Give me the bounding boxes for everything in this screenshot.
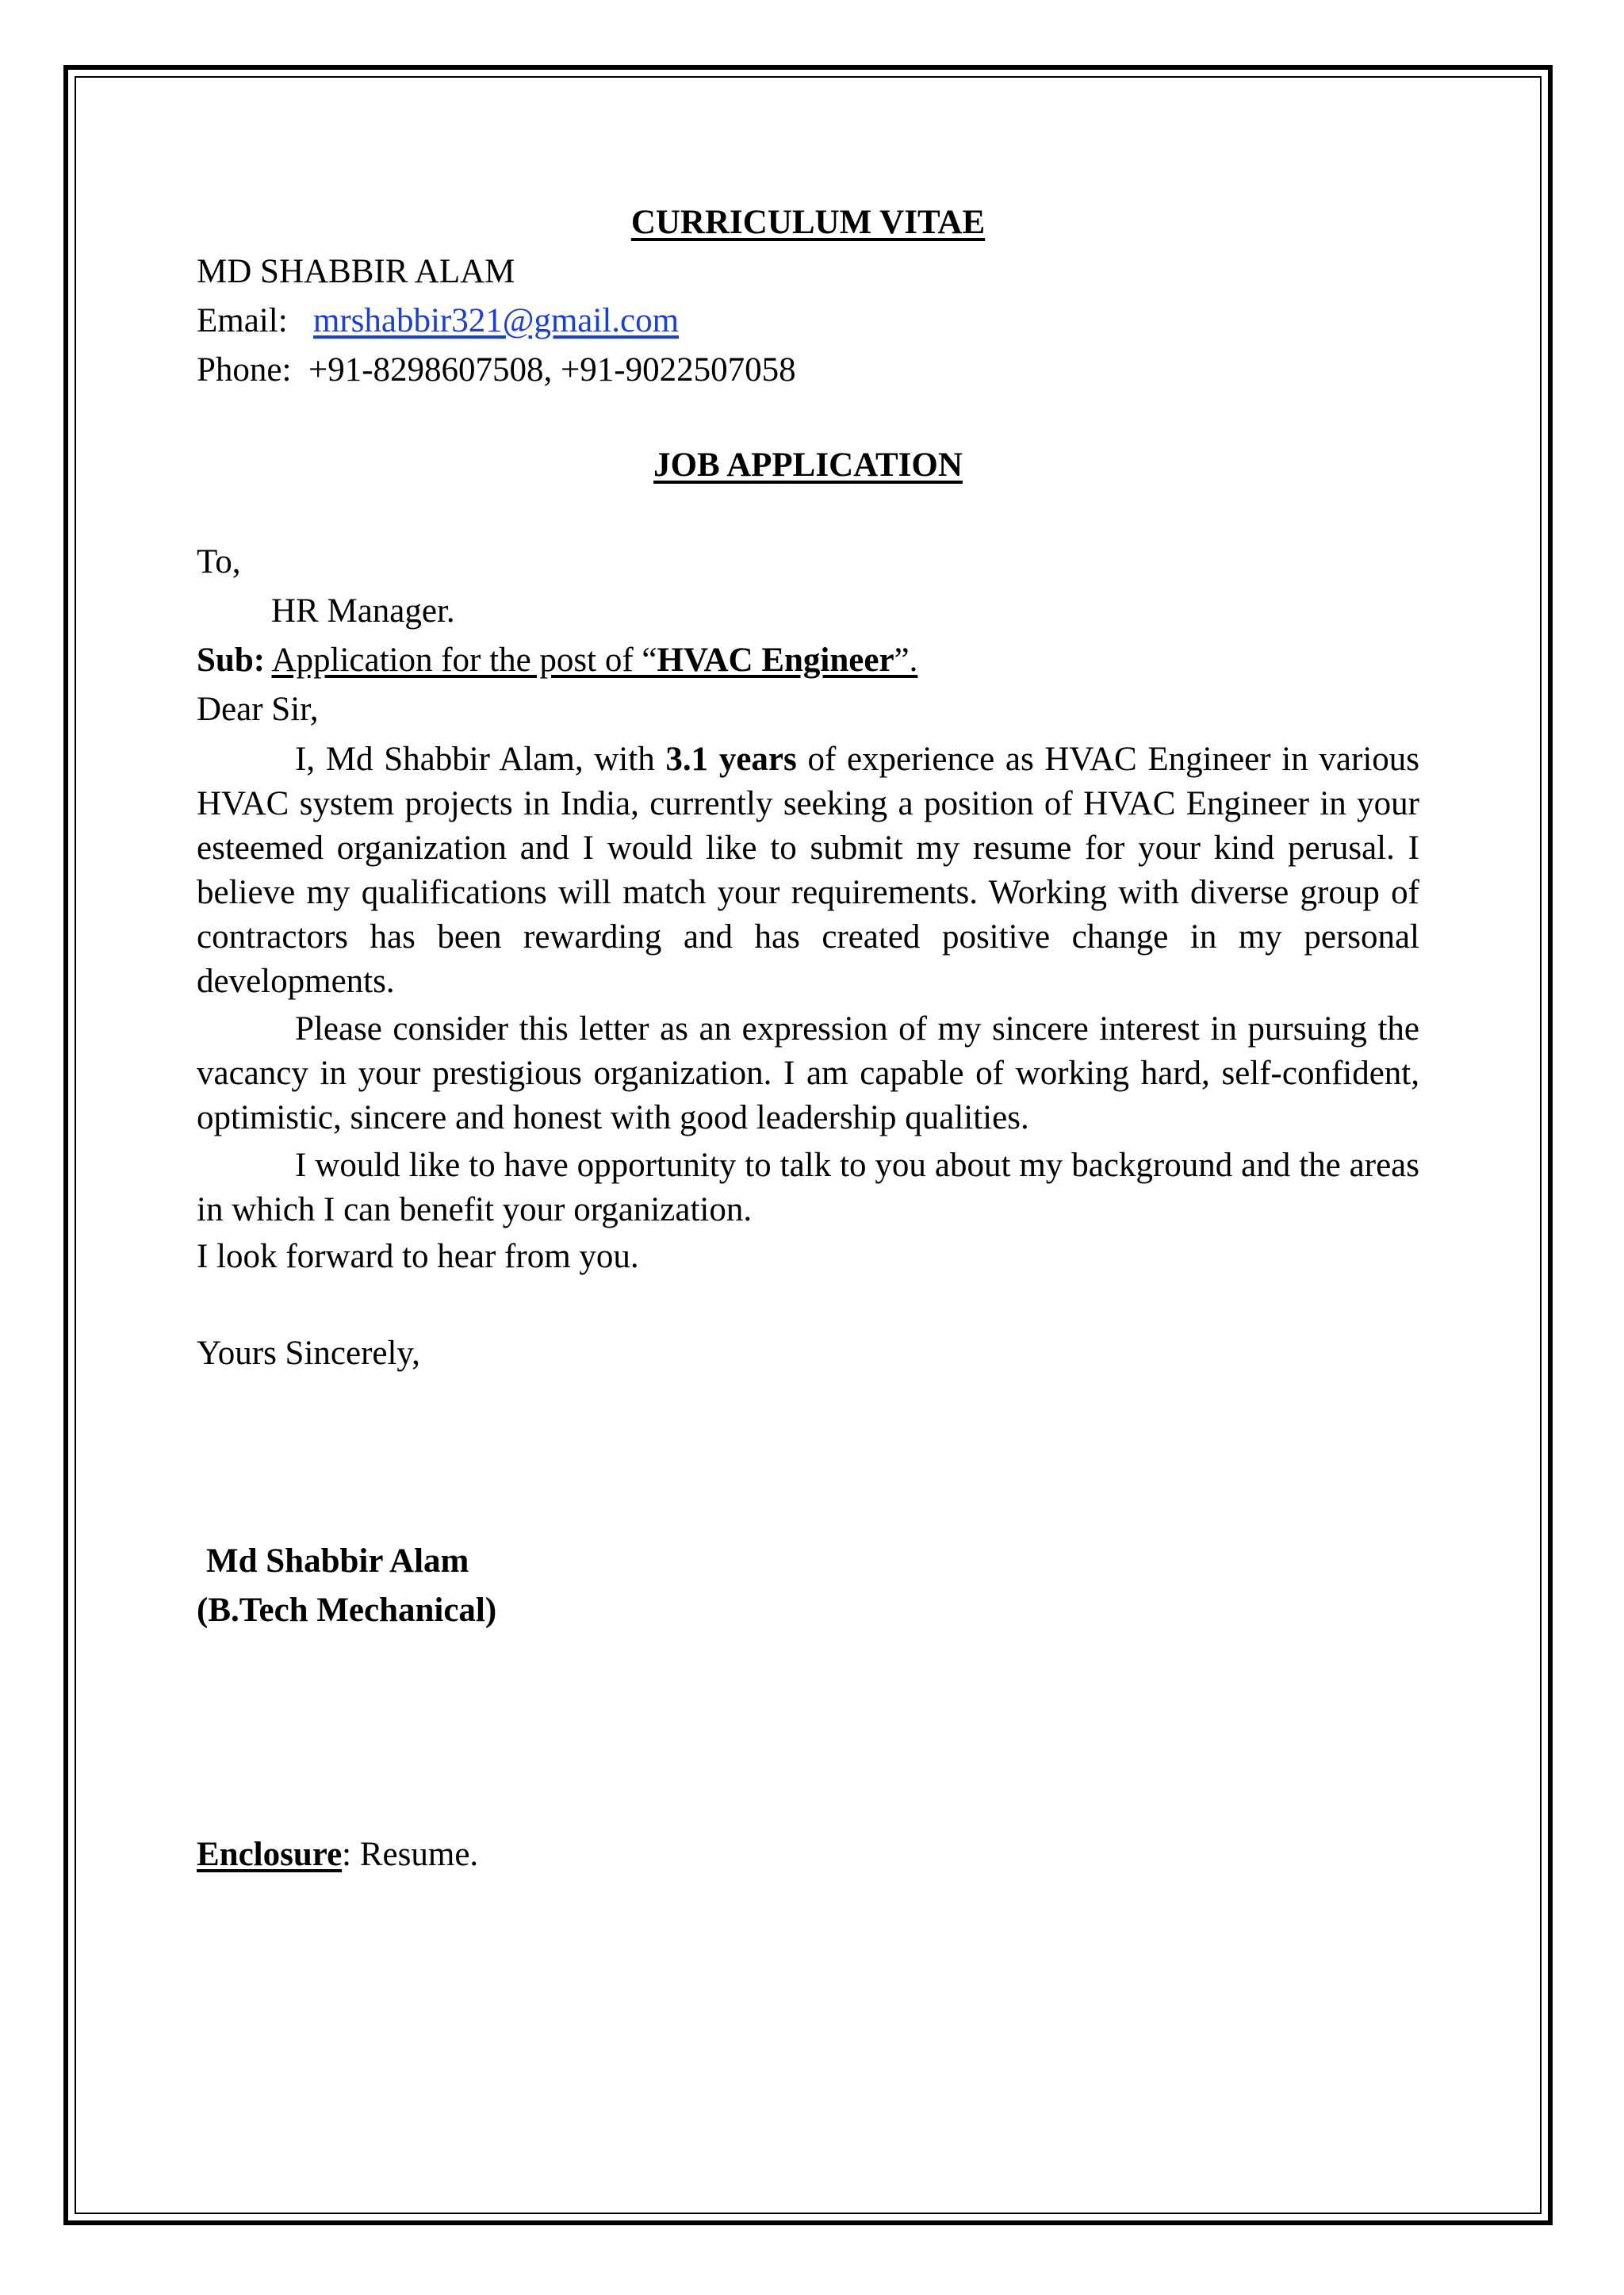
signoff: Yours Sincerely,	[197, 1335, 420, 1372]
phone-numbers: +91-8298607508, +91-9022507058	[308, 351, 796, 389]
cv-title	[197, 198, 1419, 247]
document-body	[197, 198, 1419, 1879]
to-line: To,	[197, 543, 241, 580]
phone-row	[197, 346, 1419, 395]
paragraph-3: I would like to have opportunity to talk to you about my background and the areas in which I can benefit your organization.	[197, 1147, 1419, 1228]
email-label: Email:	[197, 302, 288, 339]
enclosure-line	[197, 1830, 1419, 1879]
applicant-name: MD SHABBIR ALAM	[197, 253, 515, 290]
signature-name: Md Shabbir Alam	[206, 1542, 469, 1580]
closing-line: I look forward to hear from you.	[197, 1238, 639, 1275]
subject-post: HVAC Engineer	[657, 642, 894, 679]
paragraph-1-rest: of experience as HVAC Engineer in various HVAC system projects in India, currently seeking a position of HVAC Engineer in your esteemed organization and I would like to submit my resume for your kind perusal. I believe my qualifications will match your requirements. Working with diverse group of contractors has been rewarding and has created positive change in my personal developments.	[197, 741, 1419, 1000]
cv-title-text: CURRICULUM VITAE	[630, 204, 986, 241]
email-link[interactable]: mrshabbir321@gmail.com	[312, 302, 680, 339]
recipient: HR Manager.	[271, 592, 455, 630]
signature-degree: (B.Tech Mechanical)	[197, 1592, 497, 1629]
subject-label: Sub:	[197, 642, 266, 679]
salutation: Dear Sir,	[197, 691, 319, 728]
phone-label: Phone:	[197, 351, 292, 389]
subject-end: ”.	[894, 642, 918, 679]
email-row	[197, 297, 1419, 346]
enclosure-text: : Resume.	[342, 1836, 479, 1873]
subject-line	[197, 636, 1419, 685]
paragraph-1-start: I, Md Shabbir Alam, with	[295, 741, 666, 778]
experience-years: 3.1 years	[665, 741, 797, 778]
paragraph-1	[197, 738, 1419, 1004]
job-application-heading	[197, 441, 1419, 490]
subject-prefix: Application for the post of “	[271, 642, 657, 679]
paragraph-2: Please consider this letter as an expression of my sincere interest in pursuing the vacancy in your prestigious organization. I am capable of working hard, self-confident, optimistic, sincere and honest with good leadership qualities.	[197, 1010, 1419, 1136]
enclosure-label: Enclosure	[197, 1836, 343, 1873]
job-application-heading-text: JOB APPLICATION	[653, 446, 963, 484]
subject-text	[271, 642, 917, 679]
